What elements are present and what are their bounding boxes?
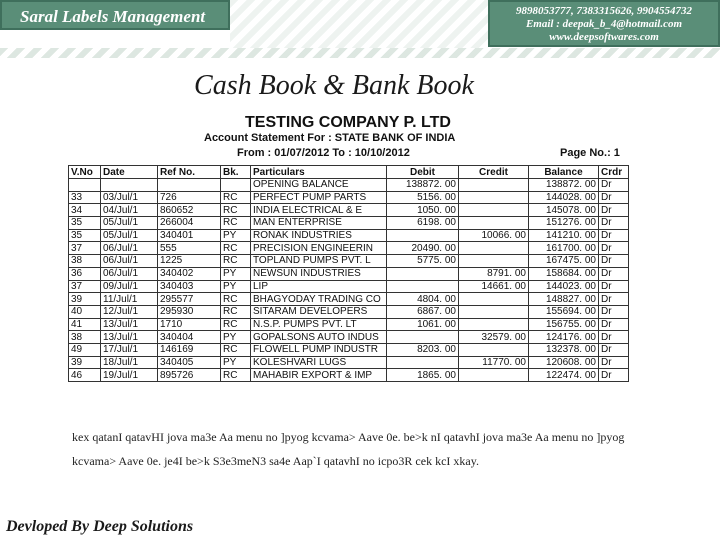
table-cell: 158684. 00 <box>529 267 599 280</box>
table-cell: 11/Jul/1 <box>101 293 158 306</box>
table-cell: RC <box>221 318 251 331</box>
table-cell: PRECISION ENGINEERIN <box>251 242 387 255</box>
table-row <box>69 179 629 192</box>
table-cell: 03/Jul/1 <box>101 191 158 204</box>
table-cell: 49 <box>69 343 101 356</box>
header-divider <box>0 48 720 58</box>
table-cell: 266004 <box>158 217 221 230</box>
table-cell: 13/Jul/1 <box>101 318 158 331</box>
contact-email: Email : deepak_b_4@hotmail.com <box>525 18 683 30</box>
table-cell: PY <box>221 331 251 344</box>
table-cell <box>221 179 251 192</box>
table-cell: 34 <box>69 204 101 217</box>
table-cell: Dr <box>599 356 629 369</box>
table-row <box>69 331 629 344</box>
table-cell: Dr <box>599 267 629 280</box>
table-cell: INDIA ELECTRICAL & E <box>251 204 387 217</box>
table-cell: 36 <box>69 267 101 280</box>
table-cell: 120608. 00 <box>529 356 599 369</box>
table-cell: RC <box>221 305 251 318</box>
table-cell: 860652 <box>158 204 221 217</box>
account-line: Account Statement For : STATE BANK OF INDIA <box>204 132 456 144</box>
table-cell: Dr <box>599 280 629 293</box>
table-cell: OPENING BALANCE <box>251 179 387 192</box>
table-cell: 6198. 00 <box>387 217 459 230</box>
table-cell: Dr <box>599 179 629 192</box>
period-line: From : 01/07/2012 To : 10/10/2012 <box>237 147 410 159</box>
table-cell <box>459 293 529 306</box>
table-cell: 161700. 00 <box>529 242 599 255</box>
table-cell: 8203. 00 <box>387 343 459 356</box>
table-cell: Dr <box>599 305 629 318</box>
table-cell: FLOWELL PUMP INDUSTR <box>251 343 387 356</box>
table-cell: 340403 <box>158 280 221 293</box>
column-header: Date <box>101 166 158 179</box>
table-cell <box>158 179 221 192</box>
table-cell: 4804. 00 <box>387 293 459 306</box>
table-cell: PY <box>221 267 251 280</box>
table-header-row <box>69 166 629 179</box>
table-cell: 132378. 00 <box>529 343 599 356</box>
table-cell: 155694. 00 <box>529 305 599 318</box>
table-cell: RC <box>221 255 251 268</box>
table-cell: 138872. 00 <box>529 179 599 192</box>
table-cell: 37 <box>69 280 101 293</box>
table-cell: 19/Jul/1 <box>101 369 158 382</box>
table-cell <box>459 179 529 192</box>
table-cell: 38 <box>69 255 101 268</box>
table-row <box>69 318 629 331</box>
table-cell: RONAK INDUSTRIES <box>251 229 387 242</box>
table-row <box>69 242 629 255</box>
table-cell: 1061. 00 <box>387 318 459 331</box>
table-cell: 1865. 00 <box>387 369 459 382</box>
table-row <box>69 204 629 217</box>
table-cell: 144028. 00 <box>529 191 599 204</box>
table-cell: 5156. 00 <box>387 191 459 204</box>
table-cell: 35 <box>69 229 101 242</box>
table-cell: 8791. 00 <box>459 267 529 280</box>
table-cell: 340405 <box>158 356 221 369</box>
table-cell: 148827. 00 <box>529 293 599 306</box>
table-cell: 5775. 00 <box>387 255 459 268</box>
table-cell <box>459 343 529 356</box>
table-row <box>69 280 629 293</box>
table-row <box>69 229 629 242</box>
column-header: V.No <box>69 166 101 179</box>
contact-box <box>488 0 720 47</box>
table-cell: 13/Jul/1 <box>101 331 158 344</box>
footer-credit: Devloped By Deep Solutions <box>6 518 194 535</box>
table-cell: 146169 <box>158 343 221 356</box>
table-cell: 41 <box>69 318 101 331</box>
table-cell: NEWSUN INDUSTRIES <box>251 267 387 280</box>
table-cell <box>459 204 529 217</box>
table-cell: 04/Jul/1 <box>101 204 158 217</box>
table-cell: 38 <box>69 331 101 344</box>
table-cell <box>387 280 459 293</box>
table-cell: RC <box>221 204 251 217</box>
table-cell: 06/Jul/1 <box>101 267 158 280</box>
table-cell: 151276. 00 <box>529 217 599 230</box>
table-cell: MAN ENTERPRISE <box>251 217 387 230</box>
table-cell: 17/Jul/1 <box>101 343 158 356</box>
table-cell: 144023. 00 <box>529 280 599 293</box>
table-cell: 14661. 00 <box>459 280 529 293</box>
table-cell: 35 <box>69 217 101 230</box>
column-header: Bk. <box>221 166 251 179</box>
app-title: Saral Labels Management <box>20 7 206 26</box>
table-cell <box>387 356 459 369</box>
description-text: kex qatanI qatavHI jova ma3e Aa menu no ]pyog kcvama> Aave 0e. be>k nI qatavhI jova ma3e Aa menu no ]pyog kcvama> Aave 0e. je4I be>k S3e3meN3 sa4e Aap`I qatavhI no icpo3R cek kcI xkay. <box>72 430 625 468</box>
table-cell: 122474. 00 <box>529 369 599 382</box>
table-cell: 555 <box>158 242 221 255</box>
table-cell: RC <box>221 242 251 255</box>
table-cell: Dr <box>599 191 629 204</box>
table-cell: TOPLAND PUMPS PVT. L <box>251 255 387 268</box>
column-header: Ref No. <box>158 166 221 179</box>
table-cell: 06/Jul/1 <box>101 255 158 268</box>
header-pattern <box>230 0 488 48</box>
table-cell: 06/Jul/1 <box>101 242 158 255</box>
table-cell: 141210. 00 <box>529 229 599 242</box>
table-cell <box>69 179 101 192</box>
table-cell: RC <box>221 343 251 356</box>
page-number: Page No.: 1 <box>560 147 620 159</box>
table-row <box>69 267 629 280</box>
table-cell <box>387 267 459 280</box>
table-cell: 167475. 00 <box>529 255 599 268</box>
table-cell: RC <box>221 191 251 204</box>
table-cell: 09/Jul/1 <box>101 280 158 293</box>
table-cell <box>459 305 529 318</box>
table-cell: PY <box>221 356 251 369</box>
table-row <box>69 369 629 382</box>
contact-phones: 9898053777, 7383315626, 9904554732 <box>516 5 692 17</box>
table-cell: 05/Jul/1 <box>101 217 158 230</box>
table-cell: Dr <box>599 343 629 356</box>
table-cell: 46 <box>69 369 101 382</box>
table-cell: 1050. 00 <box>387 204 459 217</box>
table-cell: RC <box>221 217 251 230</box>
table-cell <box>459 318 529 331</box>
table-cell <box>387 331 459 344</box>
table-cell: PERFECT PUMP PARTS <box>251 191 387 204</box>
table-cell: SITARAM DEVELOPERS <box>251 305 387 318</box>
company-name: TESTING COMPANY P. LTD <box>245 114 451 131</box>
table-cell <box>459 369 529 382</box>
table-cell: 138872. 00 <box>387 179 459 192</box>
table-cell: 40 <box>69 305 101 318</box>
table-cell: Dr <box>599 369 629 382</box>
table-cell <box>459 242 529 255</box>
page-title: Cash Book & Bank Book <box>194 70 474 101</box>
table-cell: RC <box>221 293 251 306</box>
table-cell: 340402 <box>158 267 221 280</box>
table-cell: Dr <box>599 229 629 242</box>
table-cell: 12/Jul/1 <box>101 305 158 318</box>
column-header: Debit <box>387 166 459 179</box>
table-cell: Dr <box>599 242 629 255</box>
contact-website: www.deepsoftwares.com <box>549 31 659 43</box>
table-cell: 10066. 00 <box>459 229 529 242</box>
table-row <box>69 356 629 369</box>
table-cell: LIP <box>251 280 387 293</box>
table-cell <box>459 191 529 204</box>
table-cell: 18/Jul/1 <box>101 356 158 369</box>
table-row <box>69 217 629 230</box>
table-cell: 20490. 00 <box>387 242 459 255</box>
statement-document <box>68 111 628 415</box>
table-cell: 145078. 00 <box>529 204 599 217</box>
table-cell: 295577 <box>158 293 221 306</box>
table-row <box>69 191 629 204</box>
table-cell: 39 <box>69 356 101 369</box>
table-cell: 156755. 00 <box>529 318 599 331</box>
table-cell: Dr <box>599 217 629 230</box>
table-cell: 05/Jul/1 <box>101 229 158 242</box>
table-row <box>69 293 629 306</box>
table-cell: Dr <box>599 331 629 344</box>
table-cell <box>459 217 529 230</box>
table-row <box>69 343 629 356</box>
table-cell: GOPALSONS AUTO INDUS <box>251 331 387 344</box>
table-cell: 33 <box>69 191 101 204</box>
column-header: Balance <box>529 166 599 179</box>
table-cell: 1225 <box>158 255 221 268</box>
column-header: Particulars <box>251 166 387 179</box>
table-cell: 726 <box>158 191 221 204</box>
table-cell: PY <box>221 229 251 242</box>
table-cell: 37 <box>69 242 101 255</box>
table-cell: 6867. 00 <box>387 305 459 318</box>
table-cell <box>101 179 158 192</box>
table-cell: PY <box>221 280 251 293</box>
table-cell: 124176. 00 <box>529 331 599 344</box>
table-cell: 1710 <box>158 318 221 331</box>
app-title-box <box>0 0 230 30</box>
table-cell <box>459 255 529 268</box>
table-cell: Dr <box>599 255 629 268</box>
table-cell: MAHABIR EXPORT & IMP <box>251 369 387 382</box>
table-cell: 39 <box>69 293 101 306</box>
table-cell: 295930 <box>158 305 221 318</box>
column-header: Crdr <box>599 166 629 179</box>
table-cell: Dr <box>599 293 629 306</box>
table-cell: RC <box>221 369 251 382</box>
table-cell: 895726 <box>158 369 221 382</box>
column-header: Credit <box>459 166 529 179</box>
table-cell: N.S.P. PUMPS PVT. LT <box>251 318 387 331</box>
table-cell <box>387 229 459 242</box>
table-cell: 340401 <box>158 229 221 242</box>
table-row <box>69 305 629 318</box>
table-cell: 11770. 00 <box>459 356 529 369</box>
table-cell: KOLESHVARI LUGS <box>251 356 387 369</box>
table-cell: BHAGYODAY TRADING CO <box>251 293 387 306</box>
statement-table <box>68 165 629 382</box>
table-cell: Dr <box>599 204 629 217</box>
table-cell: 340404 <box>158 331 221 344</box>
table-cell: 32579. 00 <box>459 331 529 344</box>
table-row <box>69 255 629 268</box>
table-cell: Dr <box>599 318 629 331</box>
